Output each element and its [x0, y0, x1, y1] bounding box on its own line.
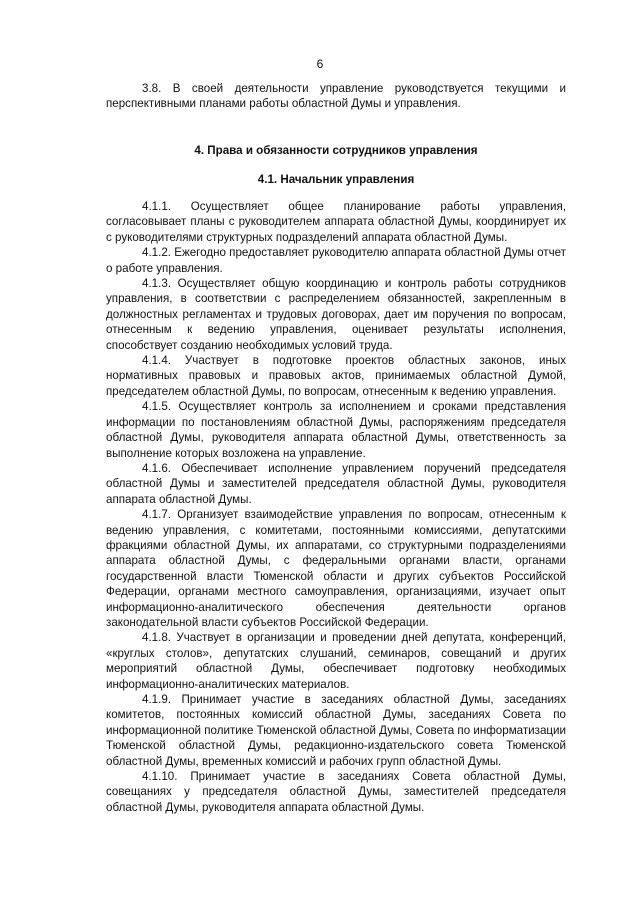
paragraph-4-1-8: 4.1.8. Участвует в организации и проведении дней депутата, конференций, «круглых столов», депутатских слушаний, семинаров, совещаний и других мероприятий областной Думы, обеспечивает подготовку необходимых информационно-аналитических материалов.	[106, 631, 566, 691]
paragraph-4-1-7: 4.1.7. Организует взаимодействие управления по вопросам, отнесенным к ведению управления, с комитетами, постоянными комиссиями, депутатскими фракциями областной Думы, их аппаратами, со структурными подразделениями аппарата областной Думы, с федеральными органами власти, органами государственной власти Тюменской области и других субъектов Российской Федерации, органами местного самоуправления, организациями, изучает опыт информационно-аналитического обеспечения деятельности органов законодательной власти субъектов Российской Федерации.	[106, 508, 566, 629]
paragraph-4-1-5: 4.1.5. Осуществляет контроль за исполнением и сроками представления информации по постановлениям областной Думы, распоряжениям председателя областной Думы, руководителя аппарата областной Думы, ответственность за выполнение которых возложена на управление.	[106, 400, 566, 460]
paragraph-4-1-9: 4.1.9. Принимает участие в заседаниях областной Думы, заседаниях комитетов, постоянных комиссий областной Думы, заседаниях Совета по информационной политике Тюменской областной Думы, Совета по информатизации Тюменской областной Думы, редакционно-издательского совета Тюменской областной Думы, временных комиссий и рабочих групп областной Думы.	[106, 693, 567, 768]
paragraph-4-1-4: 4.1.4. Участвует в подготовке проектов областных законов, иных нормативных правовых и правовых актов, принимаемых областной Думой, председателем областной Думы, по вопросам, отнесенным к ведению управления.	[106, 354, 566, 398]
paragraph-3-8: 3.8. В своей деятельности управление руководствуется текущими и перспективными планами работы областной Думы и управления.	[106, 82, 566, 111]
paragraph-4-1-3: 4.1.3. Осуществляет общую координацию и контроль работы сотрудников управления, в соответствии с распределением обязанностей, закрепленным в должностных регламентах и трудовых договорах, дает им поручения по вопросам, отнесенным к ведению управления, оценивает результаты исполнения, способствует созданию необходимых условий труда.	[106, 277, 566, 352]
paragraph-4-1-1: 4.1.1. Осуществляет общее планирование работы управления, согласовывает планы с руководителем аппарата областной Думы, координирует их с руководителями структурных подразделений аппарата областной Думы.	[106, 200, 566, 244]
subsection-heading: 4.1. Начальник управления	[257, 173, 415, 186]
section-heading-block	[106, 143, 566, 158]
paragraph-4-1-6: 4.1.6. Обеспечивает исполнение управлением поручений председателя областной Думы и заместителей председателя областной Думы, руководителя аппарата областной Думы.	[106, 461, 566, 506]
paragraph-4-1-2: 4.1.2. Ежегодно предоставляет руководителю аппарата областной Думы отчет о работе управления.	[106, 246, 566, 275]
paragraph-4-1-10: 4.1.10. Принимает участие в заседаниях Совета областной Думы, совещаниях у председателя областной Думы, заместителей председателя областной Думы, руководителя аппарата областной Думы.	[106, 770, 566, 814]
section-heading: 4. Права и обязанности сотрудников управления	[194, 144, 478, 157]
intro-block	[106, 81, 566, 112]
page-number: 6	[316, 57, 324, 71]
subsection-heading-block	[106, 172, 566, 187]
duties-list	[106, 199, 566, 815]
